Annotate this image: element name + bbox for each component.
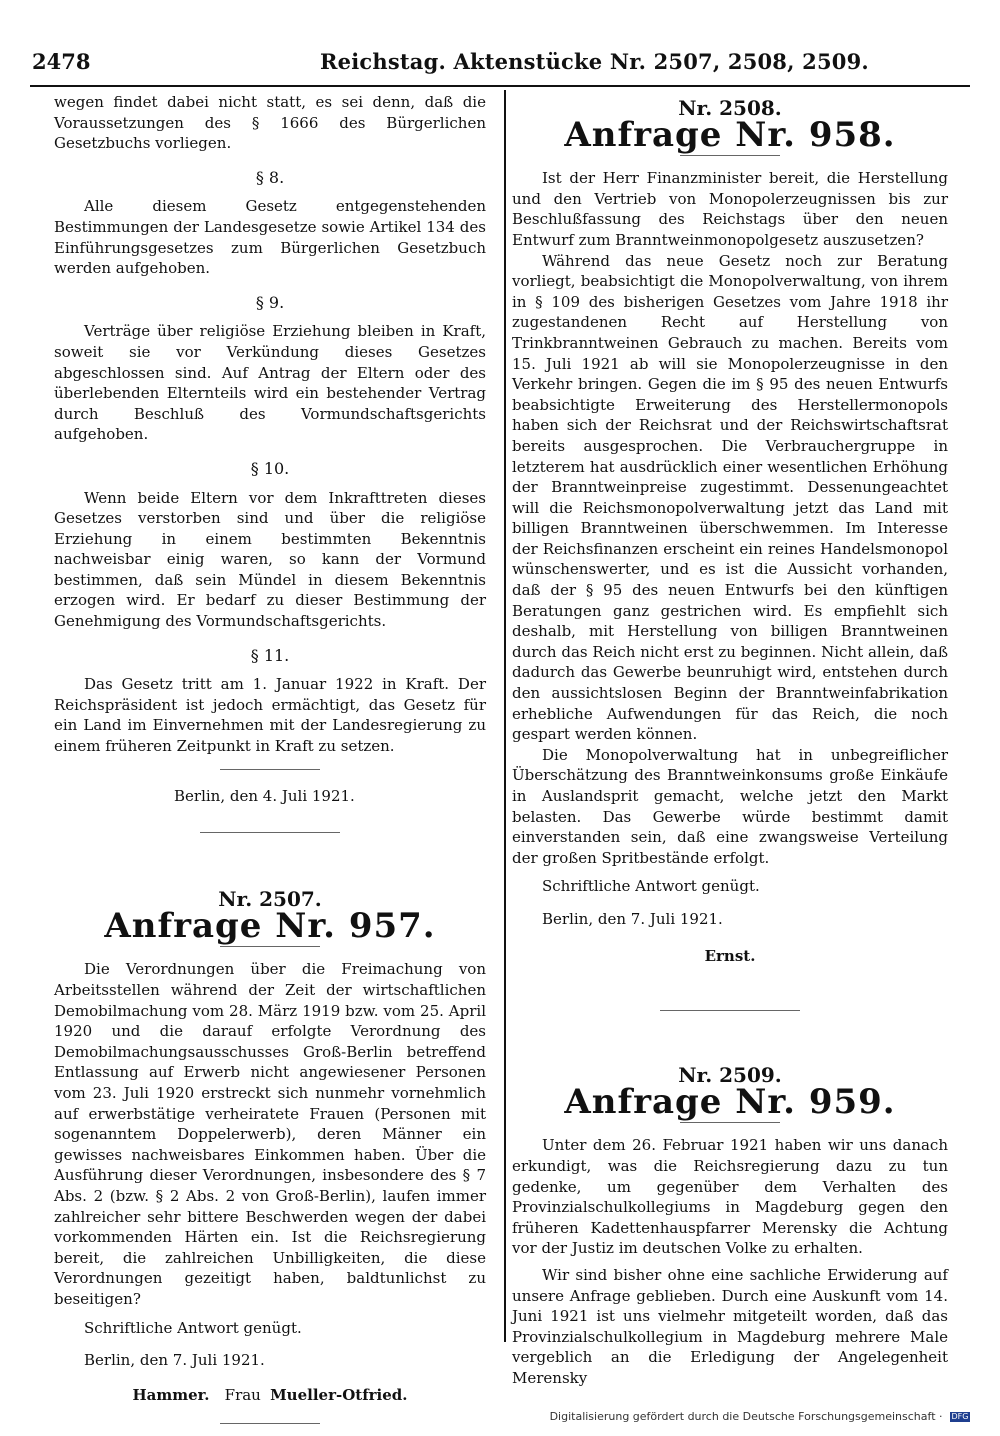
- footer-text: Digitalisierung gefördert durch die Deutsche Forschungsgemeinschaft ·: [549, 1410, 943, 1423]
- inquiry-957-text: Die Verordnungen über die Freimachung von Arbeitsstellen während der Zeit der wirtschaftlichen Demobilmachung vom 28. März 1919 bzw. vom 25. April 1920 und die darauf erfolgte Verordnung des Demobilmachungsausschusses Groß-Berlin betreffend Entlassung auf Erwerb nicht angewiesener Personen vom 23. Juli 1920 erstreckt sich nunmehr vornehmlich auf erwerbstätige verheiratete Frauen (Personen mit sogenanntem Doppelerwerb), deren Männer ein gewisses nachweisbares Einkommen haben. Über die Ausführung dieser Verordnungen, insbesondere des § 7 Abs. 2 (bzw. § 2 Abs. 2 von Groß-Berlin), laufen immer zahlreicher sehr bittere Beschwerden wegen der dabei vorkommenden Härten ein. Ist die Reichsregierung bereit, die zahlreichen Unbilligkeiten, die diese Verordnungen gezeitigt haben, baldtunlichst zu beseitigen?: [54, 960, 486, 1308]
- column-divider: [504, 90, 506, 1342]
- date-line: Berlin, den 7. Juli 1921.: [542, 909, 723, 928]
- inquiry-959-text-2: Wir sind bisher ohne eine sachliche Erwiderung auf unsere Anfrage geblieben. Durch eine Auskunft vom 14. Juni 1921 ist uns vielmehr mitgeteilt worden, daß das Provinzialschulkollegium in Magdeburg mehrere Male vergeblich an die Erledigung der Angelegenheit Merensky: [512, 1265, 948, 1387]
- signatures: [54, 1385, 486, 1406]
- divider-rule: [680, 155, 780, 156]
- section-8-text: Alle diesem Gesetz entgegenstehenden Bestimmungen der Landesgesetze sowie Artikel 134 des Einführungsgesetzes zum Bürgerlichen Gesetzbuch werden aufgehoben.: [54, 197, 486, 278]
- document-number: Nr. 2509.: [678, 1063, 782, 1088]
- signature-title: Frau: [224, 1385, 261, 1404]
- section-11-text: Das Gesetz tritt am 1. Januar 1922 in Kraft. Der Reichspräsident ist jedoch ermächtigt, das Gesetz für ein Land im Einvernehmen mit der Landesregierung zu einem früheren Zeitpunkt in Kraft zu setzen.: [54, 675, 486, 756]
- inquiry-heading: Anfrage Nr. 958.: [564, 114, 896, 155]
- section-9-text: Verträge über religiöse Erziehung bleiben in Kraft, soweit sie vor Verkündung dieses Gesetzes abgeschlossen sind. Auf Antrag der Eltern oder des überlebenden Elternteils wird ein bestehender Vertrag durch Beschluß des Vormundschaftsgerichts aufgehoben.: [54, 322, 486, 444]
- right-column: [512, 92, 948, 1388]
- written-answer-note: Schriftliche Antwort genügt.: [84, 1318, 302, 1337]
- intro-paragraph: wegen findet dabei nicht statt, es sei denn, daß die Voraussetzungen des § 1666 des Bürgerlichen Gesetzbuchs vorliegen.: [54, 93, 486, 153]
- signature-mueller: Mueller-Otfried.: [270, 1385, 408, 1404]
- section-9-title: § 9.: [255, 292, 285, 312]
- divider-rule: [200, 832, 340, 833]
- date-line: Berlin, den 7. Juli 1921.: [84, 1351, 265, 1370]
- inquiry-958-question: Ist der Herr Finanzminister bereit, die Herstellung und den Vertrieb von Monopolerzeugnissen bis zur Beschlußfassung des Reichstags über den neuen Entwurf zum Branntweinmonopolgesetz auszusetzen?: [512, 169, 948, 249]
- inquiry-heading: Anfrage Nr. 957.: [104, 905, 436, 946]
- running-title: Reichstag. Aktenstücke Nr. 2507, 2508, 2509.: [320, 49, 869, 74]
- section-11-title: § 11.: [250, 645, 290, 665]
- inquiry-959-text: Unter dem 26. Februar 1921 haben wir uns danach erkundigt, was die Reichsregierung dazu zu tun gedenke, um gegenüber dem Verhalten des Provinzialschulkollegiums in Magdeburg gegen den früheren Kadettenhauspfarrer Merensky die Achtung vor der Justiz im deutschen Volke zu erhalten.: [512, 1136, 948, 1258]
- digitization-footer: [550, 1410, 970, 1423]
- page-number: 2478: [32, 49, 91, 74]
- section-10-title: § 10.: [250, 458, 290, 478]
- inquiry-heading: Anfrage Nr. 959.: [564, 1081, 896, 1122]
- inquiry-958-text-2: Die Monopolverwaltung hat in unbegreiflicher Überschätzung des Branntweinkonsums große Einkäufe in Auslandsprit gemacht, welche jetzt den Markt belasten. Das Gewerbe würde bestimmt damit einverstanden sein, daß eine zwangsweise Verteilung der großen Spritbestände erfolgt.: [512, 745, 948, 867]
- divider-rule: [220, 769, 320, 770]
- page-header: [30, 45, 970, 87]
- dfg-logo-icon: DFG: [951, 1412, 969, 1421]
- document-number: Nr. 2508.: [678, 96, 782, 120]
- section-8-title: § 8.: [255, 167, 285, 187]
- signature-hammer: Hammer.: [132, 1385, 210, 1404]
- divider-rule: [680, 1122, 780, 1123]
- inquiry-958-text: Während das neue Gesetz noch zur Beratung vorliegt, beabsichtigt die Monopolverwaltung, von ihrem in § 109 des bisherigen Gesetzes vom Jahre 1918 ihr zugestandenen Recht auf Herstellung von Trinkbranntweinen Gebrauch zu machen. Bereits vom 15. Juli 1921 ab will sie Monopolerzeugnisse in den Verkehr bringen. Gegen die im § 95 des neuen Entwurfs beabsichtigte Erweiterung des Herstellermonopols haben sich der Reichsrat und der Reichswirtschaftsrat bereits ausgesprochen. Die Verbrauchergruppe in letzterem hat ausdrücklich einer wesentlichen Erhöhung der Branntweinpreise zugestimmt. Dessenungeachtet will die Reichsmonopolverwaltung jetzt das Land mit billigen Branntweinen überschwemmen. Im Interesse der Reichsfinanzen erscheint ein reines Handelsmonopol wünschenswerter, und es ist die Aussicht vorhanden, daß der § 95 des neuen Entwurfs bei den künftigen Beratungen ganz gestrichen wird. Es empfiehlt sich deshalb, mit Herstellung von billigen Branntweinen durch das Reich nicht erst zu beginnen. Nicht allein, daß dadurch das Gewerbe beunruhigt wird, entstehen durch den aussichtslosen Beginn der Branntweinfabrikation erhebliche Aufwendungen für das Reich, die noch gespart werden können.: [512, 251, 948, 744]
- section-10-text: Wenn beide Eltern vor dem Inkrafttreten dieses Gesetzes verstorben sind und über die religiöse Erziehung in einem bestimmten Bekenntnis nachweisbar einig waren, so kann der Vormund bestimmen, daß sein Mündel in diesem Bekenntnis erzogen wird. Er bedarf zu dieser Bestimmung der Genehmigung des Vormundschaftsgerichts.: [54, 488, 486, 631]
- left-column: [54, 92, 486, 1436]
- date-line: Berlin, den 4. Juli 1921.: [174, 786, 355, 805]
- written-answer-note: Schriftliche Antwort genügt.: [542, 877, 760, 896]
- divider-rule: [220, 1423, 320, 1424]
- divider-rule: [660, 1010, 800, 1011]
- document-number: Nr. 2507.: [218, 887, 322, 912]
- signature-ernst: Ernst.: [704, 946, 756, 965]
- divider-rule: [220, 946, 320, 947]
